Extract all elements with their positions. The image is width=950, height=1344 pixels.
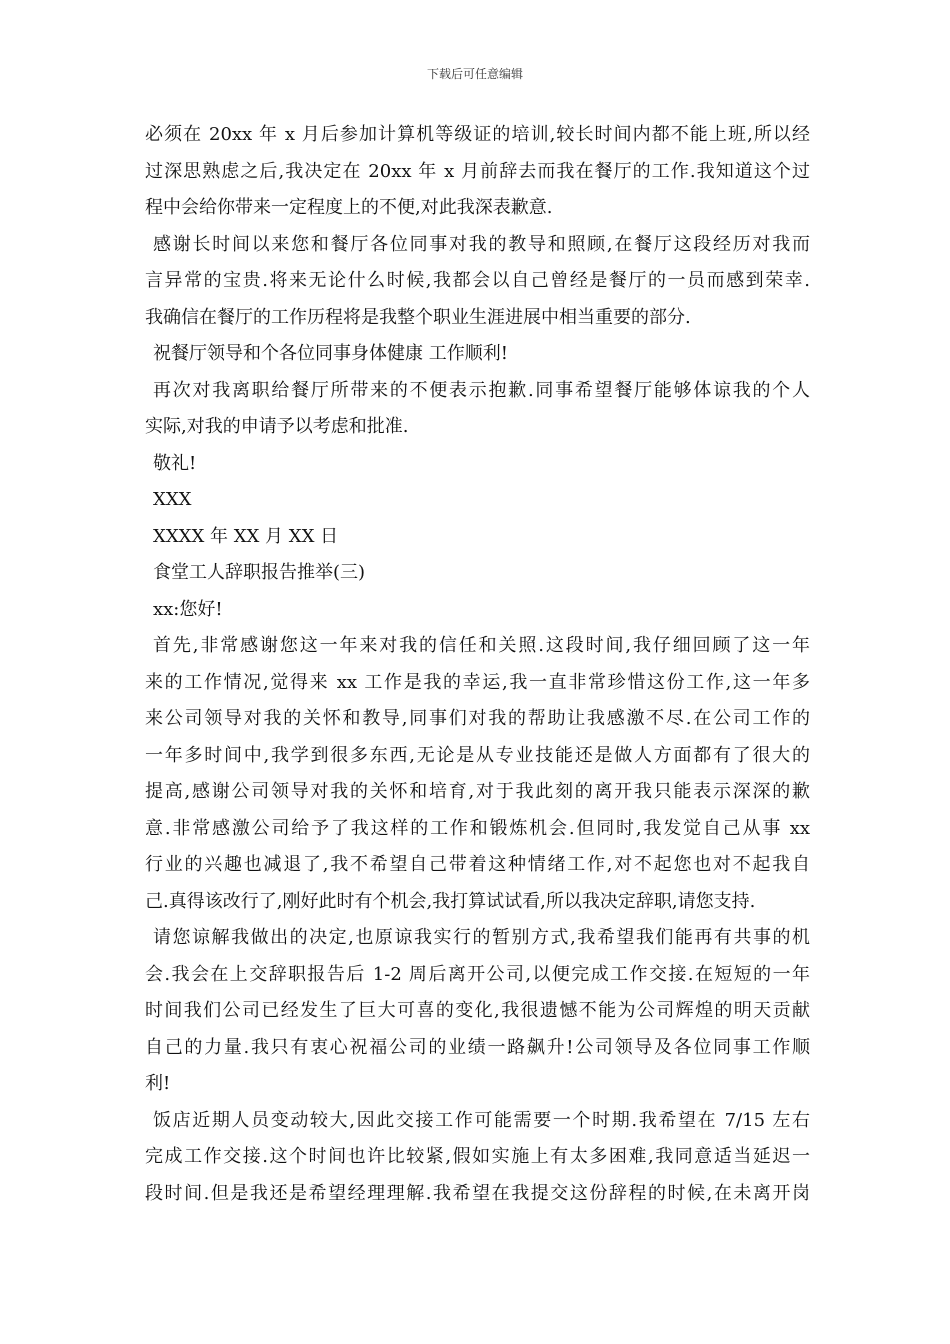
text-line: 首先,非常感谢您这一年来对我的信任和关照.这段时间,我仔细回顾了这一年 <box>153 635 810 656</box>
text-line: 来公司领导对我的关怀和教导,同事们对我的帮助让我感激不尽.在公司工作的 <box>145 708 810 729</box>
text-line: 祝餐厅领导和个各位同事身体健康 工作顺利! <box>153 343 508 364</box>
text-line: XXXX 年 XX 月 XX 日 <box>153 525 339 547</box>
text-line: XXX <box>153 489 192 510</box>
text-line: 食堂工人辞职报告推举(三) <box>153 562 366 583</box>
text-line: 会.我会在上交辞职报告后 1-2 周后离开公司,以便完成工作交接.在短短的一年 <box>145 963 810 985</box>
paragraph <box>145 446 810 483</box>
text-line: 时间我们公司已经发生了巨大可喜的变化,我很遗憾不能为公司辉煌的明天贡献 <box>145 1000 810 1021</box>
paragraph <box>145 628 810 920</box>
text-line: 言异常的宝贵.将来无论什么时候,我都会以自己曾经是餐厅的一员而感到荣幸. <box>145 270 810 291</box>
paragraph <box>145 373 810 446</box>
text-line: 必须在 20xx 年 x 月后参加计算机等级证的培训,较长时间内都不能上班,所以经 <box>145 124 810 145</box>
text-line: 感谢长时间以来您和餐厅各位同事对我的教导和照顾,在餐厅这段经历对我而 <box>153 233 810 255</box>
text-line: 意.非常感激公司给予了我这样的工作和锻炼机会.但同时,我发觉自己从事 xx <box>145 817 810 839</box>
text-line: 程中会给你带来一定程度上的不便,对此我深表歉意. <box>145 197 553 218</box>
paragraph <box>145 336 810 373</box>
text-line: 请您谅解我做出的决定,也原谅我实行的暂别方式,我希望我们能再有共事的机 <box>153 927 810 948</box>
text-line: 完成工作交接.这个时间也许比较紧,假如实施上有太多困难,我同意适当延迟一 <box>145 1146 810 1167</box>
text-line: 己.真得该改行了,刚好此时有个机会,我打算试试看,所以我决定辞职,请您支持. <box>145 890 756 912</box>
paragraph <box>145 227 810 337</box>
paragraph <box>145 555 810 592</box>
paragraph <box>145 920 810 1103</box>
text-line: 自己的力量.我只有衷心祝福公司的业绩一路飙升!公司领导及各位同事工作顺 <box>145 1036 810 1058</box>
text-line: 段时间.但是我还是希望经理理解.我希望在我提交这份辞程的时候,在未离开岗 <box>145 1182 810 1204</box>
text-line: xx:您好! <box>153 598 223 620</box>
text-line: 实际,对我的申请予以考虑和批准. <box>145 416 409 437</box>
text-line: 行业的兴趣也减退了,我不希望自己带着这种情绪工作,对不起您也对不起我自 <box>145 854 810 875</box>
text-line: 来的工作情况,觉得来 xx 工作是我的幸运,我一直非常珍惜这份工作,这一年多 <box>145 671 810 693</box>
text-line: 提高,感谢公司领导对我的关怀和培育,对于我此刻的离开我只能表示深深的歉 <box>145 781 810 802</box>
paragraph <box>145 1103 810 1213</box>
page-header: 下载后可任意编辑 <box>426 67 523 81</box>
document-body <box>145 117 810 1212</box>
text-line: 我确信在餐厅的工作历程将是我整个职业生涯进展中相当重要的部分. <box>145 306 691 328</box>
text-line: 过深思熟虑之后,我决定在 20xx 年 x 月前辞去而我在餐厅的工作.我知道这个过 <box>145 160 810 182</box>
text-line: 饭店近期人员变动较大,因此交接工作可能需要一个时期.我希望在 7/15 左右 <box>153 1109 810 1131</box>
paragraph <box>145 592 810 629</box>
text-line: 利! <box>145 1073 171 1094</box>
paragraph <box>145 482 810 519</box>
text-line: 敬礼! <box>153 452 197 474</box>
text-line: 一年多时间中,我学到很多东西,无论是从专业技能还是做人方面都有了很大的 <box>145 744 810 766</box>
text-line: 再次对我离职给餐厅所带来的不便表示抱歉.同事希望餐厅能够体谅我的个人 <box>153 379 810 401</box>
paragraph <box>145 519 810 556</box>
paragraph <box>145 117 810 227</box>
